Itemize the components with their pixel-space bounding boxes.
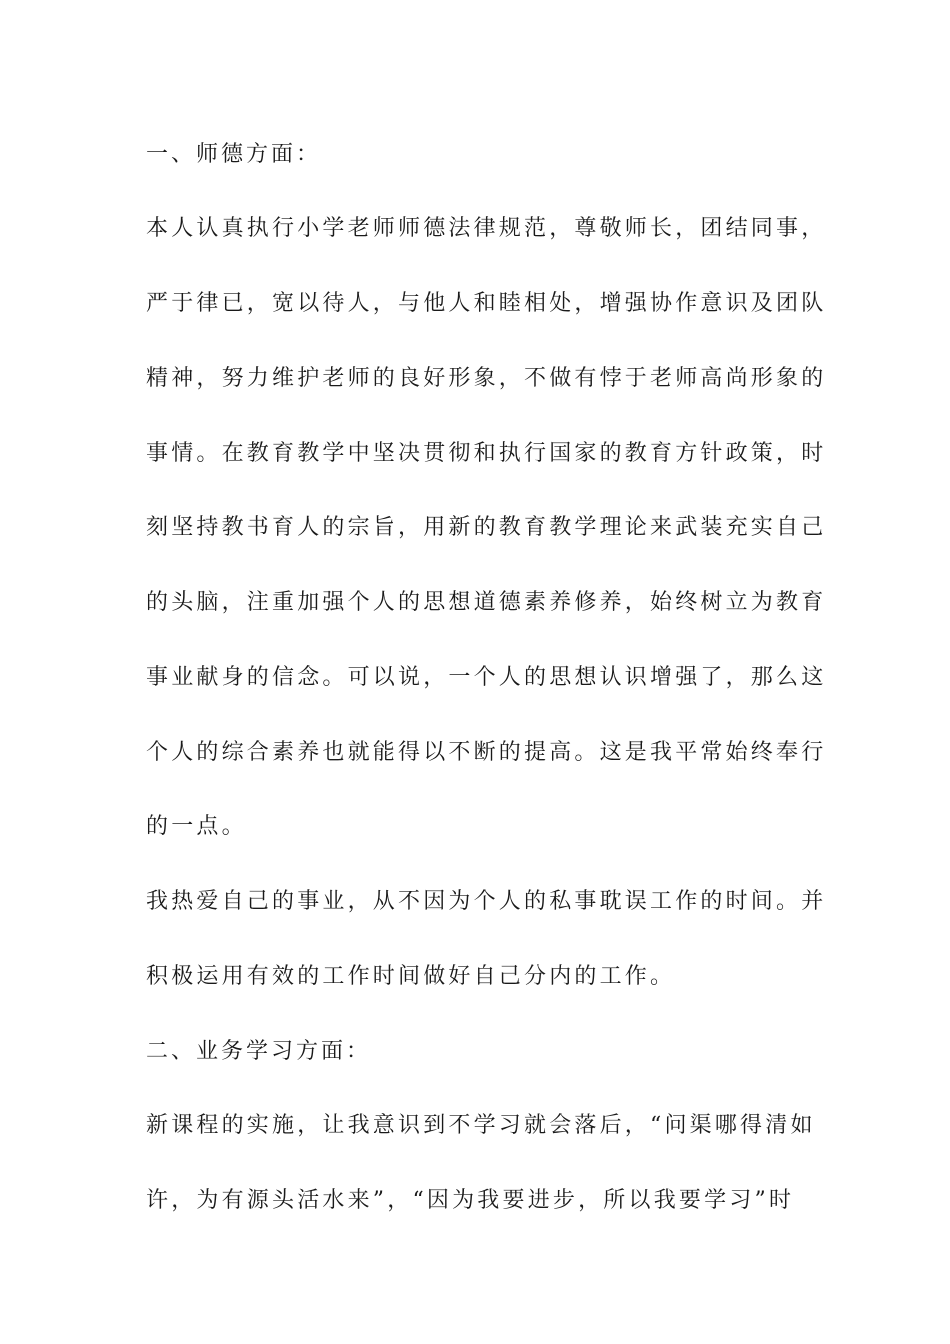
paragraph-line: 积极运用有效的工作时间做好自己分内的工作。 [146, 964, 676, 989]
section-heading-professional-study: 二、业务学习方面： [146, 1039, 372, 1064]
paragraph-line: 的头脑，注重加强个人的思想道德素养修养，始终树立为教育 [146, 590, 827, 615]
paragraph-line: 精神，努力维护老师的良好形象，不做有悖于老师高尚形象的 [146, 366, 827, 391]
paragraph-line: 刻坚持教书育人的宗旨，用新的教育教学理论来武装充实自己 [146, 515, 827, 540]
paragraph-line: 事情。在教育教学中坚决贯彻和执行国家的教育方针政策，时 [146, 441, 827, 466]
section-heading-teacher-ethics: 一、师德方面： [146, 142, 322, 167]
paragraph-line: 新课程的实施，让我意识到不学习就会落后，“问渠哪得清如 [146, 1113, 816, 1138]
paragraph-line: 许，为有源头活水来”，“因为我要进步，所以我要学习”时 [146, 1188, 795, 1213]
paragraph-line: 的一点。 [146, 814, 247, 839]
paragraph-line: 严于律已，宽以待人，与他人和睦相处，增强协作意识及团队 [146, 291, 827, 316]
paragraph-line: 本人认真执行小学老师师德法律规范，尊敬师长，团结同事， [146, 216, 827, 241]
paragraph-line: 个人的综合素养也就能得以不断的提高。这是我平常始终奉行 [146, 740, 827, 765]
paragraph-line: 我热爱自己的事业，从不因为个人的私事耽误工作的时间。并 [146, 889, 827, 914]
paragraph-line: 事业献身的信念。可以说，一个人的思想认识增强了，那么这 [146, 665, 827, 690]
